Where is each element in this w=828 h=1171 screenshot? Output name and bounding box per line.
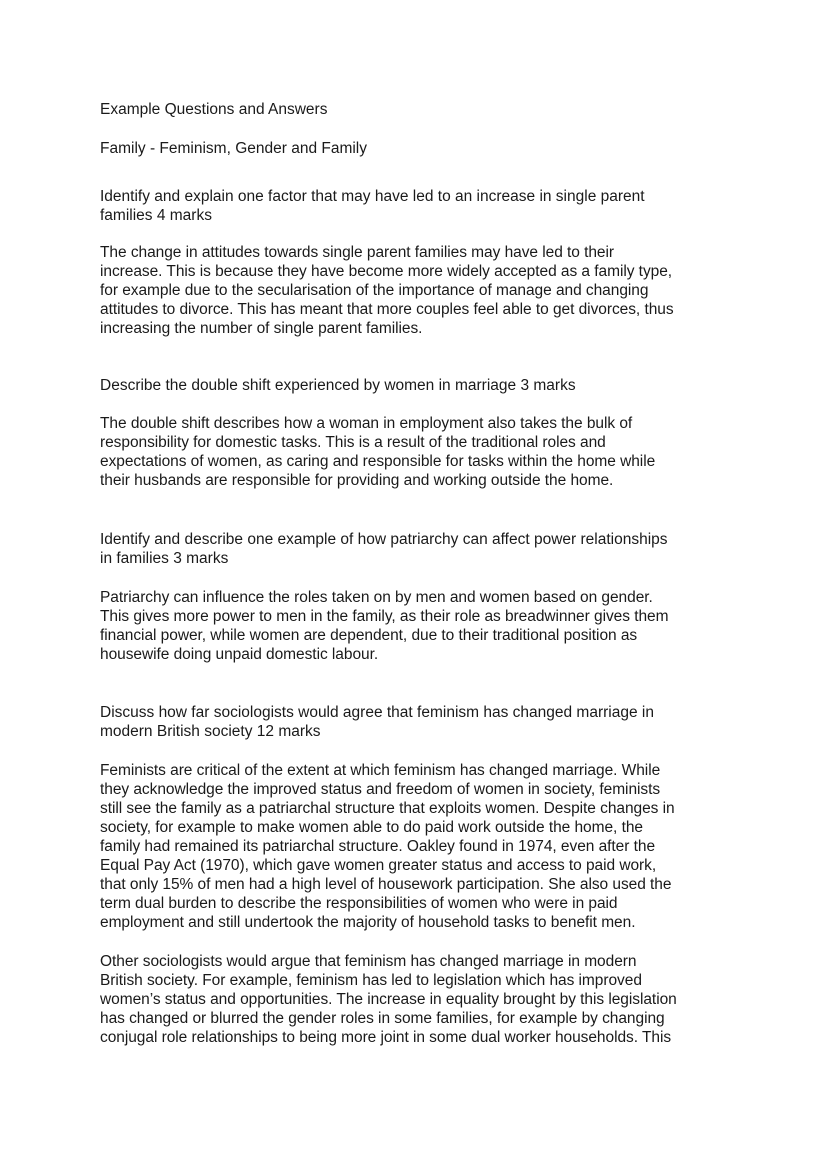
answer-patriarchy: Patriarchy can influence the roles taken on by men and women based on gender. This gives more power to men in the family, as their role as breadwinner gives them financial power, while women are dependent, due to their traditional position as housewife doing unpaid domestic labour.: [100, 589, 669, 663]
document-title: Example Questions and Answers: [100, 101, 328, 118]
question-patriarchy: Identify and describe one example of how patriarchy can affect power relationships in families 3 marks: [100, 531, 668, 567]
document-body: [100, 100, 732, 1047]
answer-double-shift: The double shift describes how a woman in employment also takes the bulk of responsibility for domestic tasks. This is a result of the traditional roles and expectations of women, as caring and responsible for tasks within the home while their husbands are responsible for providing and working outside the home.: [100, 415, 656, 489]
answer-feminism-marriage-paragraph-1: Feminists are critical of the extent at which feminism has changed marriage. While they acknowledge the improved status and freedom of women in society, feminists still see the family as a patriarchal structure that exploits women. Despite changes in society, for example to make women able to do paid work outside the home, the family had remained its patriarchal structure. Oakley found in 1974, even after the Equal Pay Act (1970), which gave women greater status and access to paid work, that only 15% of men had a high level of housework participation. She also used the term dual burden to describe the responsibilities of women who were in paid employment and still undertook the majority of household tasks to benefit men.: [100, 762, 675, 931]
answer-single-parent-families: The change in attitudes towards single parent families may have led to their increase. This is because they have become more widely accepted as a family type, for example due to the secularisation of the importance of manage and changing attitudes to divorce. This has meant that more couples feel able to get divorces, thus increasing the number of single parent families.: [100, 244, 674, 337]
question-single-parent-families: Identify and explain one factor that may have led to an increase in single parent families 4 marks: [100, 188, 645, 224]
document-subtitle: Family - Feminism, Gender and Family: [100, 140, 368, 157]
question-double-shift: Describe the double shift experienced by women in marriage 3 marks: [100, 377, 576, 394]
answer-feminism-marriage-paragraph-2: Other sociologists would argue that feminism has changed marriage in modern British society. For example, feminism has led to legislation which has improved women’s status and opportunities. The increase in equality brought by this legislation has changed or blurred the gender roles in some families, for example by changing conjugal role relationships to being more joint in some dual worker households. This: [100, 953, 677, 1046]
question-feminism-marriage: Discuss how far sociologists would agree that feminism has changed marriage in modern British society 12 marks: [100, 704, 654, 740]
